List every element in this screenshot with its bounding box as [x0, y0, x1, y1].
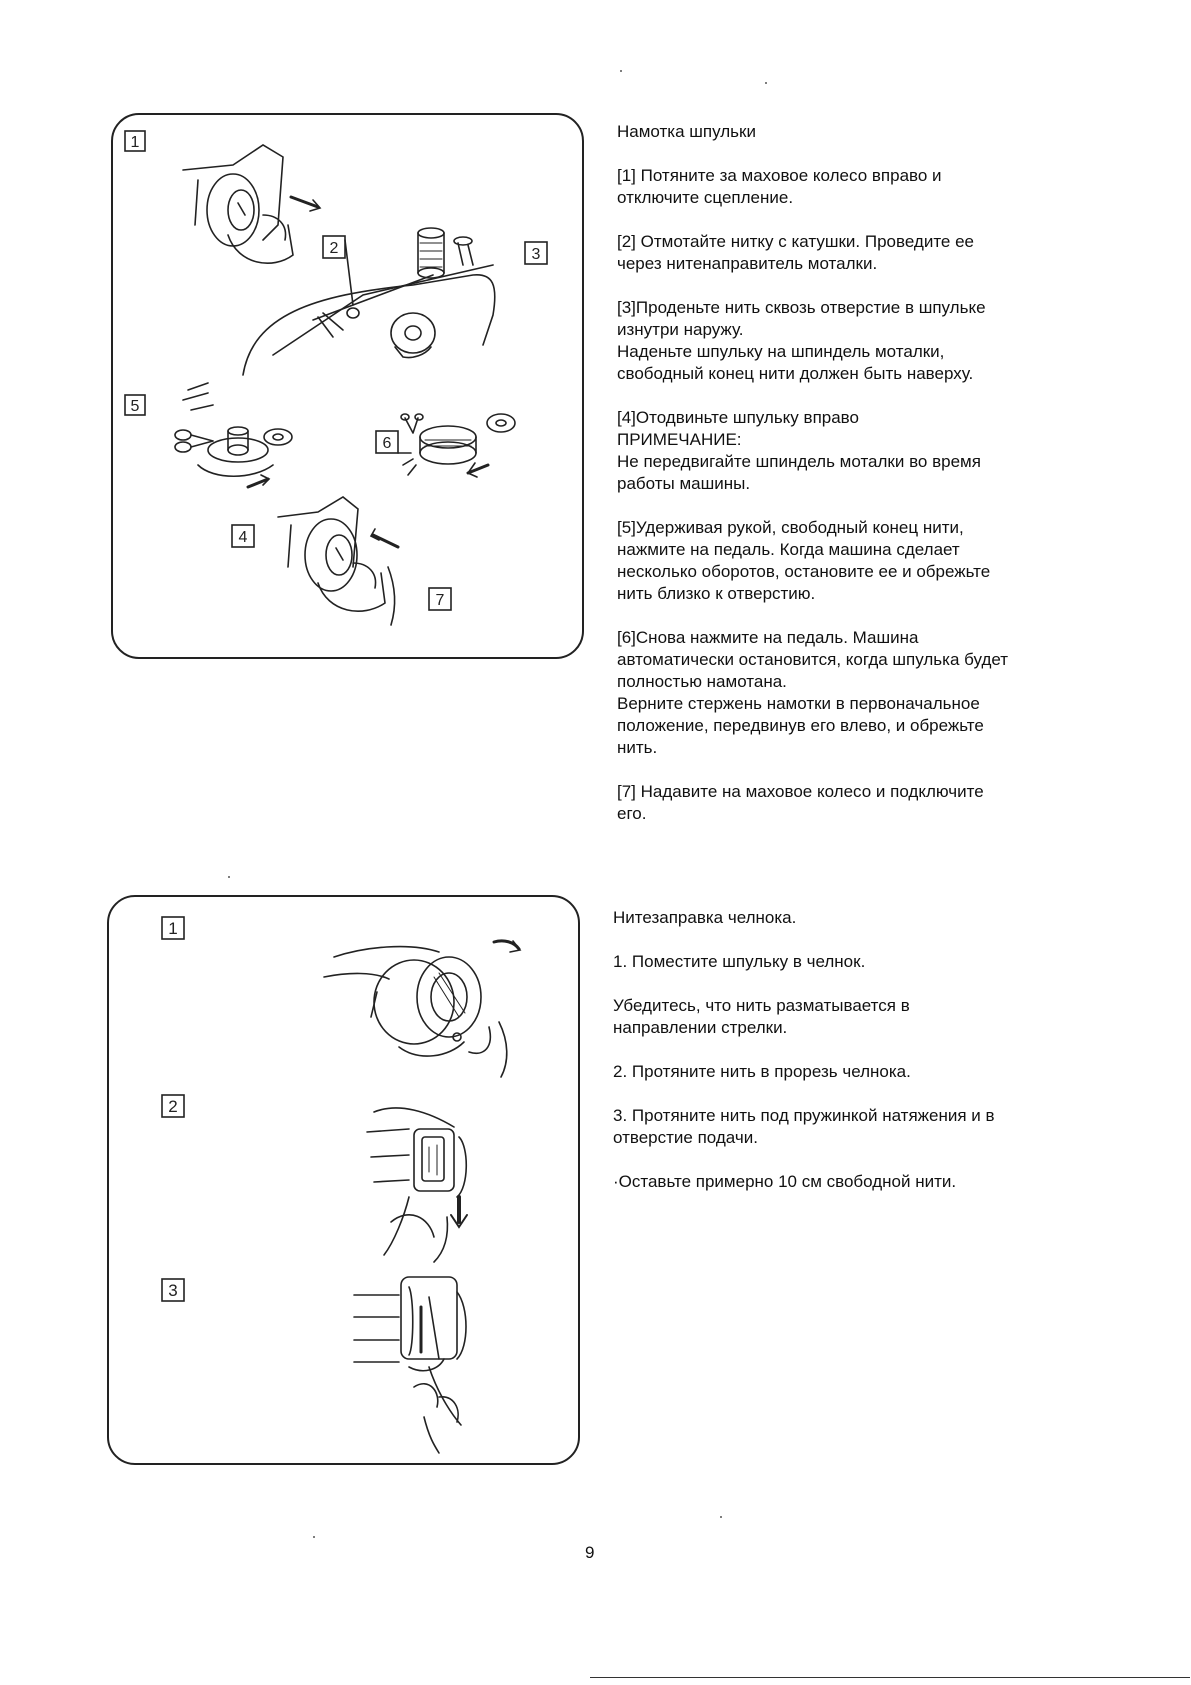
scan-speck — [313, 1536, 315, 1538]
figure-label-6: 6 — [382, 435, 392, 452]
text-line: 2. Протяните нить в прорезь челнока. — [613, 1062, 911, 1081]
text-line: нажмите на педаль. Когда машина сделает — [617, 540, 960, 559]
text-line: через нитенаправитель моталки. — [617, 254, 878, 273]
step-paragraph — [613, 951, 1083, 973]
step-paragraph — [613, 1061, 1083, 1083]
step-paragraph — [617, 297, 1087, 385]
scan-speck — [720, 1516, 722, 1518]
step-paragraph — [617, 165, 1087, 209]
text-line: Убедитесь, что нить разматывается в — [613, 996, 910, 1015]
text-line: [6]Снова нажмите на педаль. Машина — [617, 628, 919, 647]
text-line: отверстие подачи. — [613, 1128, 758, 1147]
text-line: отключите сцепление. — [617, 188, 794, 207]
bobbin-case-threading-instructions — [613, 907, 1083, 1215]
text-line: несколько оборотов, остановите ее и обрежьте — [617, 562, 991, 581]
step-paragraph — [617, 517, 1087, 605]
section-title-text: Нитезаправка челнока. — [613, 908, 797, 927]
figure-label-5: 5 — [130, 398, 140, 415]
step-paragraph — [613, 995, 1083, 1039]
section-title-text: Намотка шпульки — [617, 122, 756, 141]
bobbin-winding-illustration — [113, 115, 582, 657]
figure-label-3: 3 — [168, 1281, 178, 1300]
figure-label-3: 3 — [531, 246, 541, 263]
step-paragraph — [617, 627, 1087, 759]
section-title — [613, 907, 1083, 929]
text-line: его. — [617, 804, 647, 823]
text-line: 3. Протяните нить под пружинкой натяжения и в — [613, 1106, 995, 1125]
figure-label-4: 4 — [238, 529, 248, 546]
bobbin-winding-instructions — [617, 121, 1087, 847]
text-line: полностью намотана. — [617, 672, 787, 691]
text-line: Наденьте шпульку на шпиндель моталки, — [617, 342, 945, 361]
figure-label-1: 1 — [130, 134, 140, 151]
text-line: положение, передвинув его влево, и обрежьте — [617, 716, 984, 735]
text-line: [2] Отмотайте нитку с катушки. Проведите ее — [617, 232, 974, 251]
step-paragraph — [613, 1105, 1083, 1149]
step-paragraph — [617, 407, 1087, 495]
section-title — [617, 121, 1087, 143]
text-line: нить. — [617, 738, 658, 757]
footer-rule — [590, 1677, 1190, 1678]
text-line: [7] Надавите на маховое колесо и подключите — [617, 782, 984, 801]
text-line: работы машины. — [617, 474, 751, 493]
figure-label-2: 2 — [329, 240, 339, 257]
text-line: [1] Потяните за маховое колесо вправо и — [617, 166, 942, 185]
text-line: автоматически остановится, когда шпулька будет — [617, 650, 1009, 669]
text-line: ·Оставьте примерно 10 см свободной нити. — [613, 1172, 957, 1191]
text-line: [5]Удерживая рукой, свободный конец нити, — [617, 518, 964, 537]
text-line: Не передвигайте шпиндель моталки во время — [617, 452, 981, 471]
figure-label-1: 1 — [168, 919, 178, 938]
text-line: [4]Отодвиньте шпульку вправо — [617, 408, 859, 427]
text-line: направлении стрелки. — [613, 1018, 788, 1037]
text-line: изнутри наружу. — [617, 320, 744, 339]
scan-speck — [620, 70, 622, 72]
page-number: 9 — [585, 1543, 595, 1562]
figure-bobbin-case-threading — [107, 895, 580, 1465]
step-paragraph — [617, 781, 1087, 825]
figure-label-7: 7 — [435, 592, 445, 609]
text-line: Верните стержень намотки в первоначальное — [617, 694, 980, 713]
figure-label-2: 2 — [168, 1097, 178, 1116]
step-paragraph — [617, 231, 1087, 275]
text-line: [3]Проденьте нить сквозь отверстие в шпульке — [617, 298, 986, 317]
scan-speck — [765, 82, 767, 84]
text-line: свободный конец нити должен быть наверху. — [617, 364, 974, 383]
text-line: нить близко к отверстию. — [617, 584, 816, 603]
scan-speck — [228, 876, 230, 878]
note-heading: ПРИМЕЧАНИЕ: — [617, 430, 742, 449]
text-line: 1. Поместите шпульку в челнок. — [613, 952, 866, 971]
step-paragraph — [613, 1171, 1083, 1193]
bobbin-case-threading-illustration — [109, 897, 578, 1463]
figure-bobbin-winding — [111, 113, 584, 659]
